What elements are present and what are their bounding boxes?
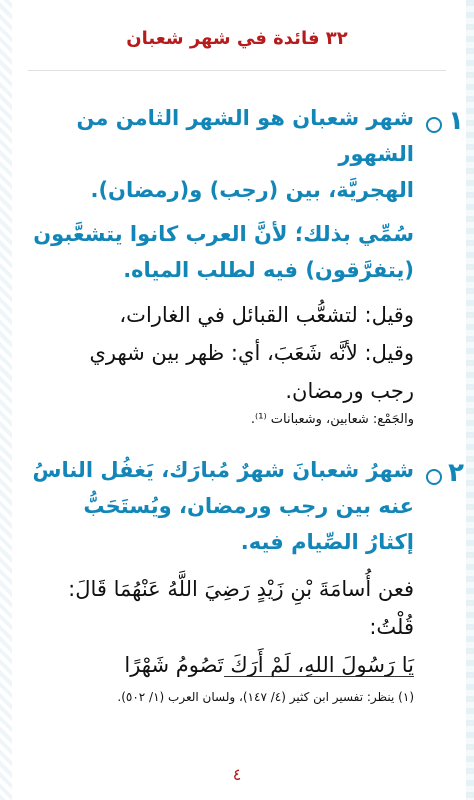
section-1-line-3: سُمِّي بذلك؛ لأنَّ العرب كانوا يتشعَّبون <box>33 222 414 246</box>
page-header-title: ٣٢ فائدة في شهر شعبان <box>126 28 348 49</box>
section-1 <box>32 100 414 430</box>
decorative-left-border <box>0 0 12 800</box>
section-2-line-1: شهرُ شعبانَ شهرٌ مُبارَك، يَغفُل الناسُ <box>32 458 414 482</box>
section-1-line-4: (يتفرَّقون) فيه لطلب المياه. <box>123 258 414 282</box>
section-1-text-3: رجب ورمضان. <box>285 379 414 403</box>
section-1-note: والجَمْع: شعابين، وشعبانات ⁽¹⁾. <box>250 412 414 427</box>
section-1-line-1: شهر شعبان هو الشهر الثامن من الشهور <box>76 106 414 166</box>
section-2-line-3: إكثارُ الصِّيام فيه. <box>240 530 414 554</box>
section-1-line-2: الهجريَّة، بين (رجب) و(رمضان). <box>90 178 414 202</box>
footnote: (١) ينظر: تفسير ابن كثير (٤/ ١٤٧)، ولسان العرب (١/ ٥٠٢). <box>117 690 414 704</box>
section-number-1: ١ <box>448 106 464 136</box>
section-number-2: ٢ <box>448 458 464 488</box>
section-2-line-2: عنه بين رجب ورمضان، ويُستَحَبُّ <box>83 494 414 518</box>
page-number: ٤ <box>232 765 242 784</box>
header-divider <box>28 70 446 71</box>
footnote-divider <box>224 676 414 677</box>
section-1-text-2: وقيل: لأنَّه شَعَبَ، أي: ظهر بين شهري <box>89 341 414 365</box>
crescent-marker-1 <box>420 100 466 150</box>
decorative-right-border <box>466 0 474 800</box>
section-2-text-2: يَا رَسُولَ اللهِ، لَمْ أَرَكَ تَصُومُ شَهْرًا <box>124 653 414 677</box>
section-2-text-1: فعن أُسامَةَ بْنِ زَيْدٍ رَضِيَ اللَّهُ عَنْهُمَا قَالَ: قُلْتُ: <box>68 577 414 639</box>
crescent-marker-2 <box>420 452 466 502</box>
section-1-text-1: وقيل: لتشعُّب القبائل في الغارات، <box>119 303 414 327</box>
section-2 <box>32 452 414 684</box>
